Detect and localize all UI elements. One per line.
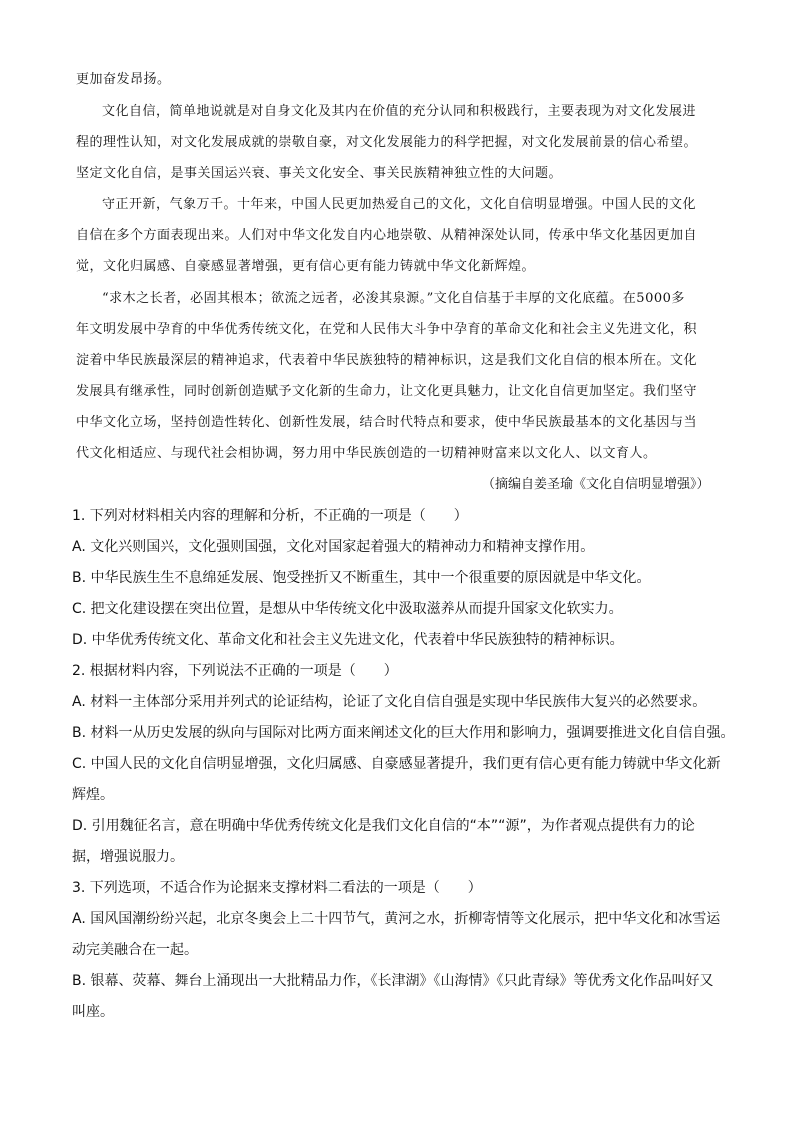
question-option-continuation: 辉煌。 — [72, 787, 114, 803]
question-option: D. 引用魏征名言，意在明确中华优秀传统文化是我们文化自信的“本”“源”，为作者观点提供有力的论 — [72, 818, 695, 834]
passage-line: 文化自信，简单地说就是对自身文化及其内在价值的充分认同和积极践行，主要表现为对文化发展进 — [102, 104, 697, 119]
passage-line: 守正开新，气象万千。十年来，中国人民更加热爱自己的文化，文化自信明显增强。中国人民的文化 — [102, 197, 697, 212]
question-option: B. 银幕、荧幕、舞台上涌现出一大批精品力作，《长津湖》《山海情》《只此青绿》等优秀文化作品叫好又 — [72, 973, 714, 989]
passage-line: 坚定文化自信，是事关国运兴衰、事关文化安全、事关民族精神独立性的大问题。 — [76, 166, 563, 181]
question-option: A. 国风国潮纷纷兴起，北京冬奥会上二十四节气，黄河之水，折柳寄情等文化展示，把中华文化和冰雪运 — [72, 911, 721, 927]
passage-line: 代文化相适应、与现代社会相协调，努力用中华民族创造的一切精神财富来以文化人、以文育人。 — [76, 446, 657, 461]
question-option-continuation: 动完美融合在一起。 — [72, 942, 198, 958]
passage-line: 更加奋发昂扬。 — [76, 72, 171, 87]
question-option-continuation: 据，增强说服力。 — [72, 849, 184, 865]
passage-line: 自信在多个方面表现出来。人们对中华文化发自内心地崇敬、从精神深处认同，传承中华文化基因更加自 — [76, 228, 698, 243]
question-option: B. 材料一从历史发展的纵向与国际对比两方面来阐述文化的巨大作用和影响力，强调要推进文化自信自强。 — [72, 725, 735, 741]
question-stem: 3. 下列选项，不适合作为论据来支撑材料二看法的一项是（ ） — [72, 880, 482, 896]
question-option: B. 中华民族生生不息绵延发展、饱受挫折又不断重生，其中一个很重要的原因就是中华文化。 — [72, 570, 651, 586]
question-stem: 1. 下列对材料相关内容的理解和分析，不正确的一项是（ ） — [72, 508, 468, 524]
passage-line: “求木之长者，必固其根本；欲流之远者，必浚其泉源。”文化自信基于丰厚的文化底蕴。在5000多 — [102, 291, 685, 306]
passage-line: 中华文化立场，坚持创造性转化、创新性发展，结合时代特点和要求，使中华民族最基本的文化基因与当 — [76, 415, 698, 430]
question-option: A. 文化兴则国兴，文化强则国强，文化对国家起着强大的精神动力和精神支撑作用。 — [72, 539, 595, 555]
question-option: C. 把文化建设摆在突出位置，是想从中华传统文化中汲取滋养从而提升国家文化软实力。 — [72, 601, 623, 617]
passage-line: 觉，文化归属感、自豪感显著增强，更有信心更有能力铸就中华文化新辉煌。 — [76, 259, 536, 274]
question-option: A. 材料一主体部分采用并列式的论证结构，论证了文化自信自强是实现中华民族伟大复兴的必然要求。 — [72, 694, 707, 710]
question-option: D. 中华优秀传统文化、革命文化和社会主义先进文化，代表着中华民族独特的精神标识。 — [72, 632, 624, 648]
passage-line: 发展具有继承性，同时创新创造赋予文化新的生命力，让文化更具魅力，让文化自信更加坚定。我们坚守 — [76, 384, 698, 399]
question-option: C. 中国人民的文化自信明显增强，文化归属感、自豪感显著提升，我们更有信心更有能力铸就中华文化新 — [72, 756, 721, 772]
passage-line: 程的理性认知，对文化发展成就的崇敬自豪，对文化发展能力的科学把握，对文化发展前景的信心希望。 — [76, 135, 698, 150]
source-note: （摘编自姜圣瑜《文化自信明显增强》） — [482, 477, 710, 492]
question-stem: 2. 根据材料内容，下列说法不正确的一项是（ ） — [72, 663, 398, 679]
passage-line: 年文明发展中孕育的中华优秀传统文化，在党和人民伟大斗争中孕育的革命文化和社会主义先进文化，积 — [76, 322, 698, 337]
passage-line: 淀着中华民族最深层的精神追求，代表着中华民族独特的精神标识，这是我们文化自信的根本所在。文化 — [76, 353, 698, 368]
question-option-continuation: 叫座。 — [72, 1004, 114, 1020]
